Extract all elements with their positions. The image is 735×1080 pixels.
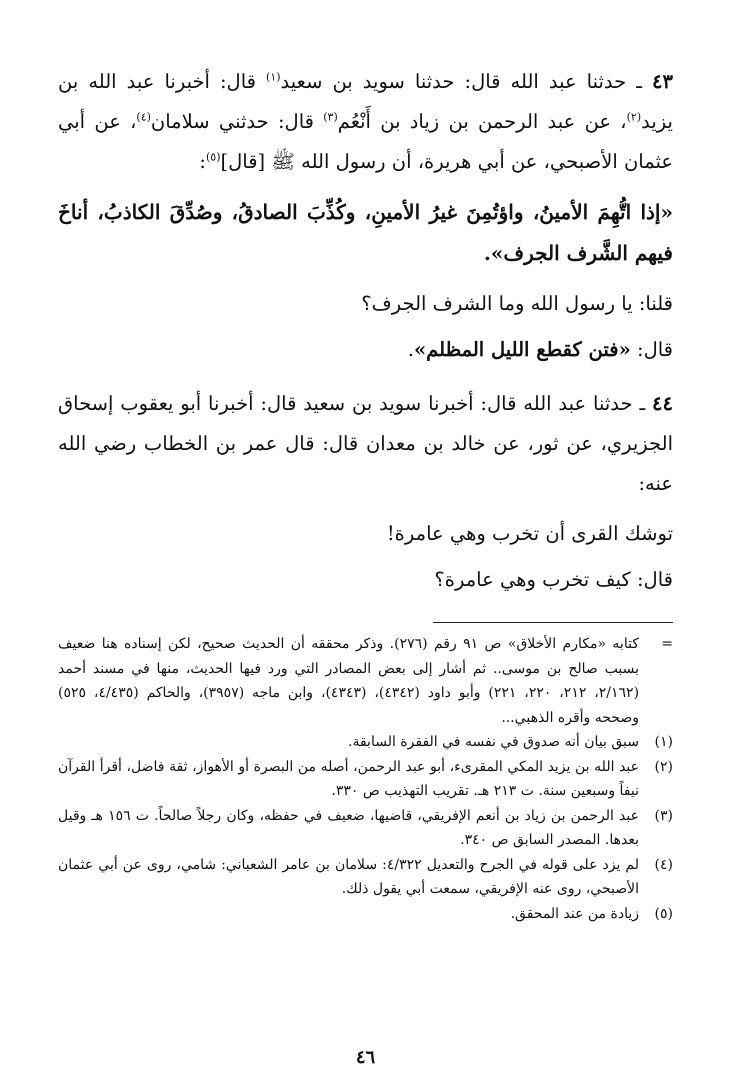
footnote-continued-mark: =	[661, 636, 673, 652]
footnote-3	[58, 804, 673, 853]
footnote-ref-5[interactable]: (٥)	[206, 150, 221, 164]
footnote-ref-3[interactable]: (٣)	[323, 110, 338, 124]
hadith-43-answer-end: .	[407, 338, 414, 361]
page	[58, 62, 673, 1080]
footnote-text: عبد الله بن يزيد المكي المقرىء، أبو عبد الرحمن، أصله من البصرة أو الأهواز، ثقة فاضل، أقرأ القرآن نيفاً وسبعين سنة. ت ٢١٣ هـ. تقريب التهذيب ص ٣٣٠.	[58, 758, 639, 799]
footnote-mark: (٤)	[654, 856, 673, 873]
hadith-43-answer-text: «فتن كقطع الليل المظلم»	[413, 338, 631, 361]
hadith-44-number: ٤٤	[652, 392, 673, 415]
footnote-mark: (٣)	[654, 807, 673, 824]
page-number: ٤٦	[355, 1047, 376, 1068]
footnote-text: عبد الرحمن بن زياد بن أنعم الإفريقي، قاضيها، ضعيف في حفظه، وكان رجلاً صالحاً. ت ١٥٦ هـ وقيل بعدها. المصدر السابق ص ٣٤٠.	[58, 807, 639, 848]
hadith-43-chain-part: قال: حدثني سلامان	[150, 110, 324, 133]
footnote-ref-4[interactable]: (٤)	[136, 110, 151, 124]
footnote-continued	[58, 632, 673, 730]
hadith-43-text: «إذا اتُّهِمَ الأمينُ، واؤتُمِنَ غيرُ الأمينِ، وكُذِّبَ الصادقُ، وصُدِّقَ الكاذبُ، أناخَ فيهم الشَّرف الجرف».	[58, 200, 673, 265]
hadith-43-question: قلنا: يا رسول الله وما الشرف الجرف؟	[361, 292, 673, 315]
hadith-43-chain-part: :	[199, 150, 206, 173]
hadith-43-chain-part: قال: أخبرنا عبد الله بن يزيد	[58, 70, 673, 133]
footnote-1	[58, 730, 673, 755]
hadith-44-chain-text: ـ حدثنا عبد الله قال: أخبرنا سويد بن سعيد قال: أخبرنا أبو يعقوب إسحاق الجزيري، عن ثور، عن خالد بن معدان قال: قال عمر بن الخطاب رضي الله عنه:	[58, 392, 673, 495]
footnote-mark: (٥)	[654, 905, 673, 922]
footnotes	[58, 632, 673, 926]
footnote-ref-2[interactable]: (٢)	[626, 110, 642, 124]
footnote-mark: (١)	[654, 734, 673, 750]
footnote-5	[58, 902, 673, 927]
footnote-text: زيادة من عند المحقق.	[510, 905, 639, 922]
footnote-4	[58, 853, 673, 902]
hadith-44-line-2: قال: كيف تخرب وهي عامرة؟	[434, 568, 673, 591]
footnote-2	[58, 755, 673, 804]
footnote-divider	[433, 622, 673, 623]
footnote-ref-1[interactable]: (١)	[266, 70, 281, 84]
footnote-mark: (٢)	[654, 758, 673, 775]
hadith-43-chain	[58, 62, 673, 182]
hadith-44-chain	[58, 384, 673, 504]
hadith-43-number: ٤٣	[652, 70, 673, 93]
hadith-43-answer-prefix: قال:	[630, 338, 673, 361]
hadith-43-answer	[58, 330, 673, 370]
footnote-text: سبق بيان أنه صدوق في نفسه في الفقرة السابقة.	[348, 734, 639, 750]
hadith-44-line-1: توشك القرى أن تخرب وهي عامرة!	[386, 522, 673, 545]
footnote-continued-text: كتابه «مكارم الأخلاق» ص ٩١ رقم (٢٧٦). وذكر محققه أن الحديث صحيح، لكن إسناده هنا ضعيف بسبب صالح بن موسى.. ثم أشار إلى بعض المصادر التي ورد فيها الحديث، منها في مسند أحمد (٢/١٦٢، ٢١٢، ٢٢٠، ٢٢١) وأبو داود (٤٣٤٢)، (٤٣٤٣)، وابن ماجه (٣٩٥٧)، والحاكم (٤/٤٣٥، ٥٢٥) وصححه وأقره الذهبي...	[58, 636, 640, 726]
hadith-43-chain-part: ـ حدثنا عبد الله قال: حدثنا سويد بن سعيد	[280, 70, 653, 93]
footnote-text: لم يزد على قوله في الجرح والتعديل ٤/٣٢٢: سلامان بن عامر الشعباني: شامي، روى عن أبي عثمان الأصبحي، روى عنه الإفريقي، سمعت أبي يقول ذلك.	[58, 856, 639, 897]
hadith-43-chain-part: ، عن عبد الرحمن بن زياد بن أَنْعُم	[337, 110, 627, 133]
hadith-43-chain-part: ، عن أبي عثمان الأصبحي، عن أبي هريرة، أن رسول الله ﷺ [قال]	[58, 110, 673, 173]
